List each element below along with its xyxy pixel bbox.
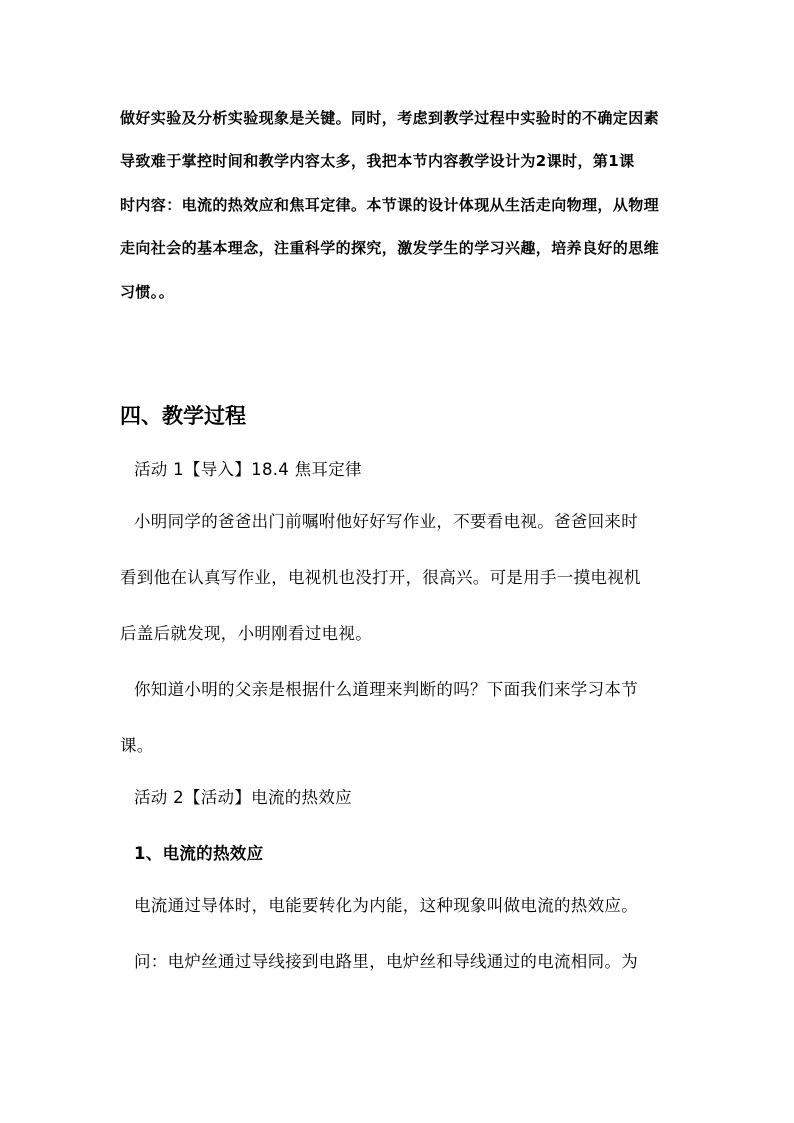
story-line: 小明同学的爸爸出门前嘱咐他好好写作业，不要看电视。爸爸回来时 <box>134 512 638 531</box>
story-line: 看到他在认真写作业，电视机也没打开，很高兴。可是用手一摸电视机 <box>120 568 641 587</box>
section-heading: 四、教学过程 <box>120 404 246 428</box>
subheading-block <box>120 826 680 882</box>
definition-text: 电流通过导体时，电能要转化为内能，这种现象叫做电流的热效应。 <box>134 896 638 915</box>
story-line: 后盖后就发现，小明刚看过电视。 <box>120 624 372 643</box>
activity-2-title: 活动 2【活动】电流的热效应 <box>134 788 352 807</box>
intro-line: 时内容：电流的热效应和焦耳定律。本节课的设计体现从生活走向物理，从物理 <box>120 195 660 214</box>
question2-paragraph <box>120 934 680 990</box>
question-paragraph <box>120 662 680 774</box>
intro-line: 走向社会的基本理念，注重科学的探究，激发学生的学习兴趣，培养良好的思维 <box>120 239 660 258</box>
story-paragraph <box>120 494 680 662</box>
activity-2 <box>120 770 680 826</box>
question2-text: 问：电炉丝通过导线接到电路里，电炉丝和导线通过的电流相同。为 <box>134 952 638 971</box>
subheading: 1、电流的热效应 <box>134 844 264 863</box>
activity-1 <box>120 442 680 498</box>
intro-line: 做好实验及分析实验现象是关键。同时，考虑到教学过程中实验时的不确定因素 <box>120 109 660 127</box>
activity-1-title: 活动 1【导入】18.4 焦耳定律 <box>134 460 362 479</box>
intro-line: 导致难于掌控时间和教学内容太多，我把本节内容教学设计为2课时，第1课 <box>120 152 635 171</box>
intro-paragraph <box>120 97 680 314</box>
intro-line: 习惯。。 <box>120 282 175 301</box>
question-line: 课。 <box>120 736 154 755</box>
question-line: 你知道小明的父亲是根据什么道理来判断的吗？下面我们来学习本节 <box>134 680 638 699</box>
definition-paragraph <box>120 878 680 934</box>
